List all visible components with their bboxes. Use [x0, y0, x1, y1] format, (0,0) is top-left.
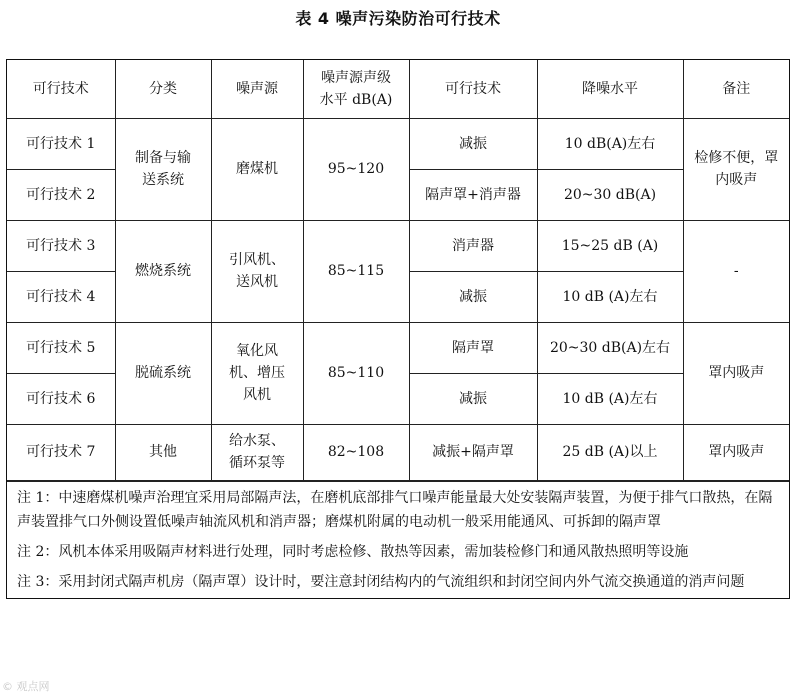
header-level-line2: 水平 dB(A) — [319, 91, 393, 108]
header-level-line1: 噪声源声级 — [321, 69, 391, 86]
source-cell: 给水泵、循环泵等 — [211, 424, 303, 480]
reduction-cell: 10 dB (A)左右 — [537, 271, 683, 322]
table-title: 表 4 噪声污染防治可行技术 — [295, 9, 501, 28]
category-cell: 燃烧系统 — [115, 220, 211, 322]
header-level — [303, 60, 409, 118]
remark-cell: 罩内吸声 — [683, 322, 789, 424]
header-row — [7, 60, 789, 118]
reduction-cell: 10 dB (A)左右 — [537, 373, 683, 424]
header-category: 分类 — [115, 60, 211, 118]
source-cell: 磨煤机 — [211, 118, 303, 220]
header-source: 噪声源 — [211, 60, 303, 118]
category-cell: 制备与输送系统 — [115, 118, 211, 220]
tech-cell: 可行技术 2 — [7, 169, 115, 220]
header-remark: 备注 — [683, 60, 789, 118]
note-1: 注 1：中速磨煤机噪声治理宜采用局部隔声法，在磨机底部排气口噪声能量最大处安装隔声装置，为便于排气口散热，在隔声装置排气口外侧设置低噪声轴流风机和消声器；磨煤机附属的电动机一般采用能通风、可拆卸的隔声罩 — [17, 489, 773, 530]
tech-cell: 可行技术 1 — [7, 118, 115, 169]
level-cell: 85~115 — [303, 220, 409, 322]
level-cell: 95~120 — [303, 118, 409, 220]
remark-cell: 检修不便，罩内吸声 — [683, 118, 789, 220]
reduction-cell: 10 dB(A)左右 — [537, 118, 683, 169]
table-row — [7, 118, 789, 169]
note-3: 注 3：采用封闭式隔声机房（隔声罩）设计时，要注意封闭结构内的气流组织和封闭空间内外气流交换通道的消声问题 — [17, 573, 745, 590]
category-cell: 其他 — [115, 424, 211, 480]
reduction-cell: 15~25 dB (A) — [537, 220, 683, 271]
level-cell: 85~110 — [303, 322, 409, 424]
tech-cell: 可行技术 6 — [7, 373, 115, 424]
method-cell: 减振 — [409, 373, 537, 424]
tech-cell: 可行技术 5 — [7, 322, 115, 373]
tech-cell: 可行技术 4 — [7, 271, 115, 322]
method-cell: 减振 — [409, 271, 537, 322]
header-method: 可行技术 — [409, 60, 537, 118]
noise-control-table — [7, 60, 789, 481]
method-cell: 减振+隔声罩 — [409, 424, 537, 480]
remark-cell: 罩内吸声 — [683, 424, 789, 480]
watermark: © 观点网 — [2, 680, 50, 693]
note-2: 注 2：风机本体采用吸隔声材料进行处理，同时考虑检修、散热等因素，需加装检修门和通风散热照明等设施 — [17, 543, 689, 560]
table-row — [7, 424, 789, 480]
method-cell: 减振 — [409, 118, 537, 169]
noise-control-table-frame — [6, 59, 790, 599]
level-cell: 82~108 — [303, 424, 409, 480]
reduction-cell: 25 dB (A)以上 — [537, 424, 683, 480]
header-reduction: 降噪水平 — [537, 60, 683, 118]
remark-cell: - — [683, 220, 789, 322]
source-cell: 氧化风机、增压风机 — [211, 322, 303, 424]
method-cell: 隔声罩 — [409, 322, 537, 373]
table-row — [7, 322, 789, 373]
header-tech: 可行技术 — [7, 60, 115, 118]
reduction-cell: 20~30 dB(A)左右 — [537, 322, 683, 373]
reduction-cell: 20~30 dB(A) — [537, 169, 683, 220]
category-cell: 脱硫系统 — [115, 322, 211, 424]
table-row — [7, 220, 789, 271]
source-cell: 引风机、送风机 — [211, 220, 303, 322]
tech-cell: 可行技术 3 — [7, 220, 115, 271]
method-cell: 隔声罩+消声器 — [409, 169, 537, 220]
method-cell: 消声器 — [409, 220, 537, 271]
table-notes — [7, 481, 789, 598]
tech-cell: 可行技术 7 — [7, 424, 115, 480]
